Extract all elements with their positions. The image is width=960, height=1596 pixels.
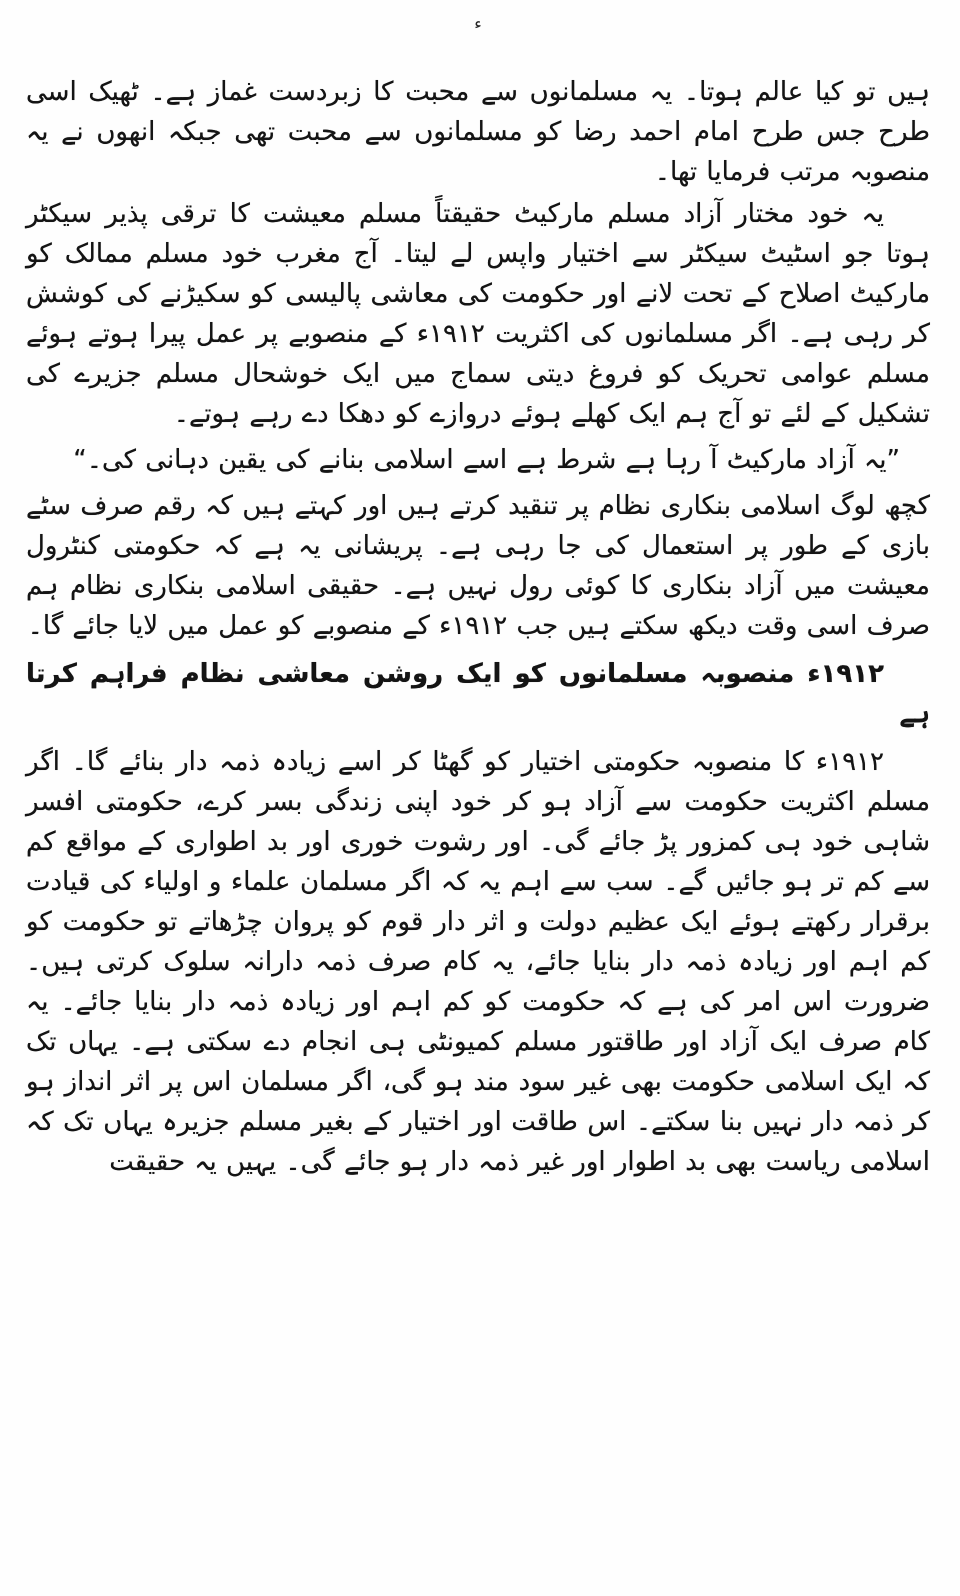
paragraph-islamic-banking: کچھ لوگ اسلامی بنکاری نظام پر تنقید کرتے ہیں اور کہتے ہیں کہ رقم صرف سٹے بازی کے طور پر استعمال کی جا رہی ہے۔ پریشانی یہ ہے کہ حکومتی کنٹرول معیشت میں آزاد بنکاری کا کوئی رول نہیں ہے۔ حقیقی اسلامی بنکاری نظام ہم صرف اسی وقت دیکھ سکتے ہیں جب ۱۹۱۲ء کے منصوبے کو عمل میں لایا جائے گا۔: [26, 491, 930, 641]
quotation-line: ”یہ آزاد مارکیٹ آ رہا ہے شرط ہے اسے اسلامی بنانے کی یقین دہانی کی۔“: [73, 445, 900, 475]
page-top-ornament: ء: [474, 14, 482, 33]
paragraph-continuation: ہیں تو کیا عالم ہوتا۔ یہ مسلمانوں سے محبت کا زبردست غماز ہے۔ ٹھیک اسی طرح جس طرح امام احمد رضا کو مسلمانوں سے محبت تھی جبکہ انھوں نے یہ منصوبہ مرتب فرمایا تھا۔: [26, 77, 930, 187]
paragraph-plan-1912: ۱۹۱۲ء کا منصوبہ حکومتی اختیار کو گھٹا کر اسے زیادہ ذمہ دار بنائے گا۔ اگر مسلم اکثریت حکومت سے آزاد ہو کر خود اپنی زندگی بسر کرے، حکومتی افسر شاہی خود ہی کمزور پڑ جائے گی۔ اور رشوت خوری اور بد اطواری کے مواقع کم سے کم تر ہو جائیں گے۔ سب سے اہم یہ کہ اگر مسلمان علماء و اولیاء کی قیادت برقرار رکھتے ہوئے ایک عظیم دولت و اثر دار قوم کو پروان چڑھاتے تو حکومت کو کم اہم اور زیادہ ذمہ دار بنایا جائے، یہ کام صرف ذمہ دارانہ سلوک کرتی ہیں۔ ضرورت اس امر کی ہے کہ حکومت کو کم اہم اور زیادہ ذمہ دار بنایا جائے۔ یہ کام صرف ایک آزاد اور طاقتور مسلم کمیونٹی ہی انجام دے سکتی ہے۔ یہاں تک کہ ایک اسلامی حکومت بھی غیر سود مند ہو گی، اگر مسلمان اس پر اثر انداز ہو کر ذمہ دار نہیں بنا سکتے۔ اس طاقت اور اختیار کے بغیر مسلم جزیرہ یہاں تک کہ اسلامی ریاست بھی بد اطوار اور غیر ذمہ دار ہو جائے گی۔ یہیں یہ حقیقت: [26, 747, 930, 1177]
body-text: [26, 72, 930, 1182]
paragraph-free-market: یہ خود مختار آزاد مسلم مارکیٹ حقیقتاً مسلم معیشت کا ترقی پذیر سیکٹر ہوتا جو اسٹیٹ سیکٹر سے اختیار واپس لے لیتا۔ آج مغرب خود مسلم ممالک کو مارکیٹ اصلاح کے تحت لانے اور حکومت کی معاشی پالیسی کو سکیڑنے کی کوشش کر رہی ہے۔ اگر مسلمانوں کی اکثریت ۱۹۱۲ء کے منصوبے پر عمل پیرا ہوتے ہوئے مسلم عوامی تحریک کو فروغ دیتی سماج میں ایک خوشحال مسلم جزیرے کی تشکیل کے لئے تو آج ہم ایک کھلے ہوئے دروازے کو دھکا دے رہے ہوتے۔: [26, 199, 930, 429]
section-subheading: ۱۹۱۲ء منصوبہ مسلمانوں کو ایک روشن معاشی نظام فراہم کرتا ہے: [26, 659, 930, 729]
